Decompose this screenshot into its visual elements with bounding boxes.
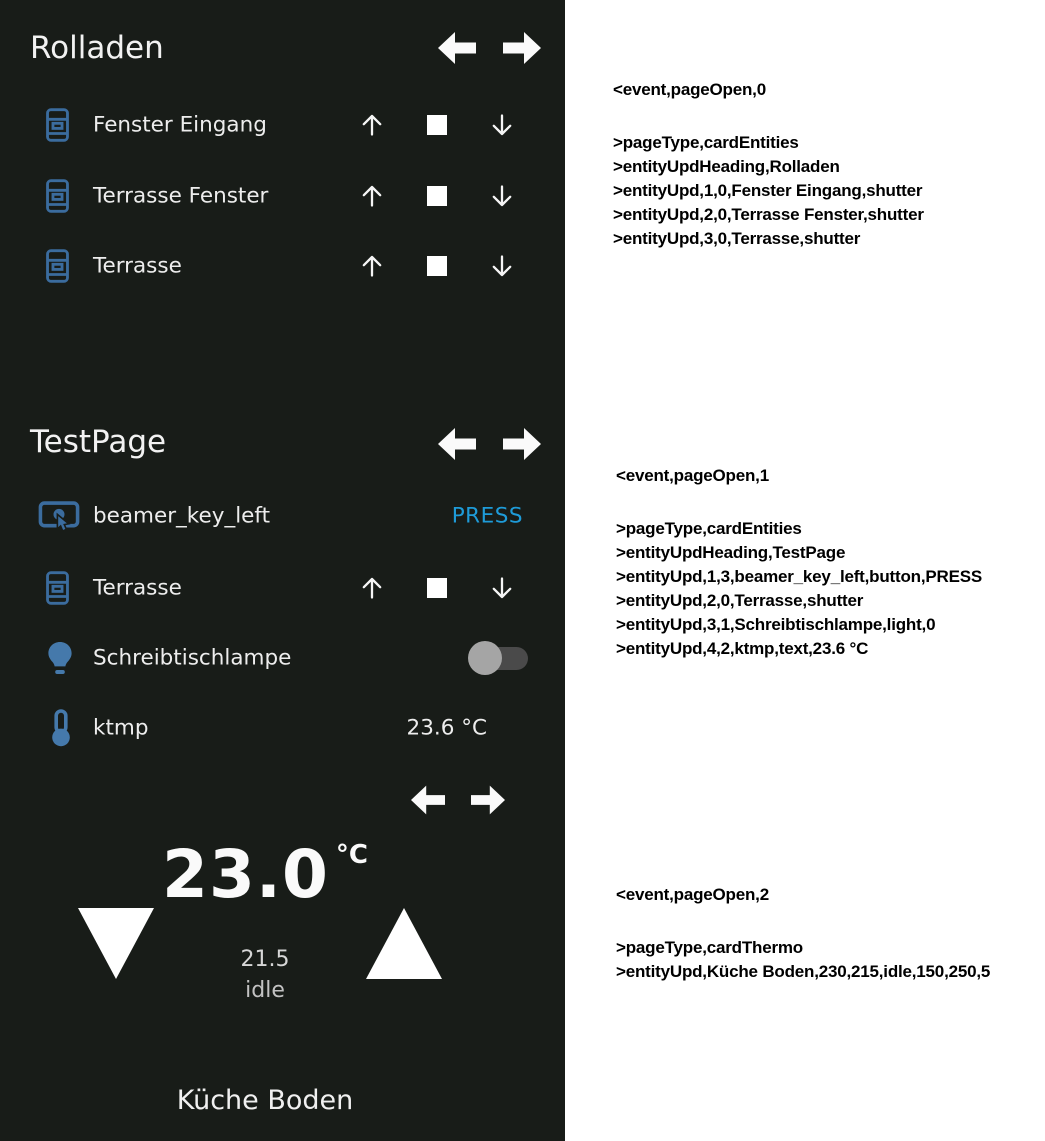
log-line: >entityUpd,1,3,beamer_key_left,button,PRESS: [616, 567, 982, 586]
nav-left-arrow-icon[interactable]: [411, 785, 445, 815]
log-line: >entityUpd,3,1,Schreibtischlampe,light,0: [616, 615, 936, 634]
entity-row: [0, 100, 565, 150]
window-shutter-icon: [45, 108, 70, 142]
log-line: <event,pageOpen,0: [613, 80, 766, 99]
log-line: >entityUpd,2,0,Terrasse,shutter: [616, 591, 864, 610]
nav-left-arrow-icon[interactable]: [438, 428, 476, 460]
entity-label: Schreibtischlampe: [93, 645, 292, 671]
entity-row: [0, 241, 565, 291]
log-line: >pageType,cardEntities: [613, 133, 799, 152]
entity-label: Terrasse: [93, 575, 182, 601]
window-shutter-icon: [45, 179, 70, 213]
log-line: <event,pageOpen,1: [616, 466, 769, 485]
serial-log-block-3: [616, 883, 990, 984]
current-temperature: 23.0: [162, 836, 329, 913]
nav-right-arrow-icon[interactable]: [503, 32, 541, 64]
entity-label: Fenster Eingang: [93, 112, 267, 138]
stop-icon: [427, 186, 447, 206]
window-shutter-icon: [45, 571, 70, 605]
serial-log-block-1: [613, 78, 924, 251]
stop-icon: [427, 256, 447, 276]
shutter-up-button[interactable]: [339, 171, 404, 221]
toggle-knob: [468, 641, 502, 675]
lightbulb-icon: [46, 640, 74, 677]
thermostat-name: Küche Boden: [176, 1085, 354, 1116]
temperature-unit: °C: [335, 840, 368, 870]
shutter-down-button[interactable]: [470, 563, 535, 613]
stop-icon: [427, 115, 447, 135]
serial-log-block-2: [616, 464, 982, 661]
nav-left-arrow-icon[interactable]: [438, 32, 476, 64]
target-temperature: 21.5: [240, 947, 290, 972]
nav-right-arrow-icon[interactable]: [471, 785, 505, 815]
log-line: >entityUpd,4,2,ktmp,text,23.6 °C: [616, 639, 869, 658]
shutter-up-button[interactable]: [339, 563, 404, 613]
shutter-down-button[interactable]: [470, 171, 535, 221]
page-title: Rolladen: [30, 30, 164, 66]
entity-row: [0, 563, 565, 613]
entity-row: [0, 171, 565, 221]
shutter-stop-button[interactable]: [404, 563, 469, 613]
stop-icon: [427, 578, 447, 598]
entity-label: beamer_key_left: [93, 503, 271, 529]
log-line: >entityUpdHeading,Rolladen: [613, 157, 840, 176]
shutter-stop-button[interactable]: [404, 241, 469, 291]
shutter-up-button[interactable]: [339, 100, 404, 150]
log-line: >pageType,cardThermo: [616, 938, 803, 957]
press-button[interactable]: PRESS: [451, 503, 523, 529]
log-line: >entityUpd,Küche Boden,230,215,idle,150,250,5: [616, 962, 991, 981]
log-line: >entityUpd,2,0,Terrasse Fenster,shutter: [613, 205, 924, 224]
entity-row: [0, 703, 565, 753]
card-testpage: [0, 380, 565, 760]
log-line: >pageType,cardEntities: [616, 519, 802, 538]
log-line: >entityUpdHeading,TestPage: [616, 543, 846, 562]
shutter-stop-button[interactable]: [404, 171, 469, 221]
gesture-tap-button-icon: [38, 498, 80, 534]
window-shutter-icon: [45, 249, 70, 283]
entity-row: [0, 491, 565, 541]
log-line: >entityUpd,3,0,Terrasse,shutter: [613, 229, 861, 248]
temperature-value: 23.6 °C: [406, 715, 487, 741]
hvac-state: idle: [245, 978, 285, 1003]
card-thermo: [0, 760, 565, 1141]
log-line: <event,pageOpen,2: [616, 885, 769, 904]
entity-row: [0, 633, 565, 683]
shutter-up-button[interactable]: [339, 241, 404, 291]
nav-right-arrow-icon[interactable]: [503, 428, 541, 460]
entity-label: ktmp: [93, 715, 149, 741]
shutter-stop-button[interactable]: [404, 100, 469, 150]
log-line: >entityUpd,1,0,Fenster Eingang,shutter: [613, 181, 923, 200]
shutter-down-button[interactable]: [470, 241, 535, 291]
thermometer-icon: [49, 709, 73, 747]
shutter-down-button[interactable]: [470, 100, 535, 150]
card-rolladen: [0, 0, 565, 380]
page-title: TestPage: [30, 424, 167, 460]
light-toggle[interactable]: [468, 641, 528, 675]
entity-label: Terrasse: [93, 253, 182, 279]
entity-label: Terrasse Fenster: [93, 183, 269, 209]
